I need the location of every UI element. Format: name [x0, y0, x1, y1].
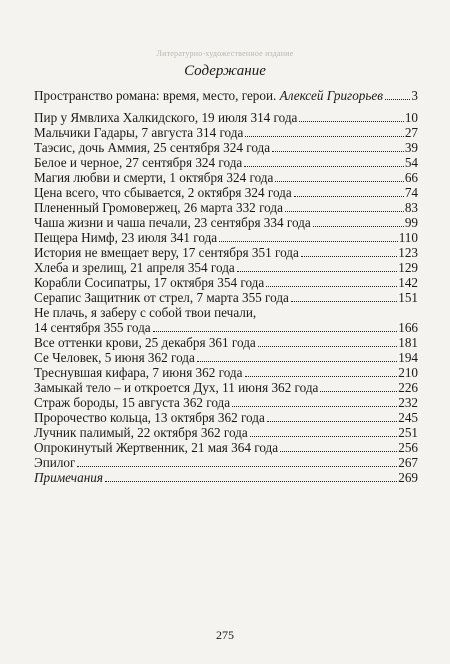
dot-leader	[245, 376, 398, 377]
toc-entry-page: 83	[404, 200, 418, 215]
dot-leader	[153, 331, 398, 332]
table-of-contents	[34, 88, 418, 485]
dot-leader	[197, 361, 397, 362]
toc-entry-page: 129	[398, 260, 418, 275]
toc-entry-page: 151	[398, 290, 418, 305]
toc-entry-label: Се Человек, 5 июня 362 года	[34, 350, 195, 365]
toc-entry	[34, 380, 418, 395]
toc-entry-label: Хлеба и зрелищ, 21 апреля 354 года	[34, 260, 235, 275]
toc-entry-label: Белое и черное, 27 сентября 324 года	[34, 155, 243, 170]
toc-entry	[34, 275, 418, 290]
dot-leader	[280, 451, 397, 452]
toc-entry	[34, 260, 418, 275]
dot-leader	[275, 181, 403, 182]
toc-entry-page: 166	[398, 320, 418, 335]
toc-entry-page: 110	[398, 230, 418, 245]
toc-entry-multiline-line2	[34, 320, 418, 335]
toc-entry	[34, 155, 418, 170]
toc-entry-page: 39	[404, 140, 418, 155]
toc-entry-page: 251	[398, 425, 418, 440]
toc-entry-label: История не вмещает веру, 17 сентября 351 года	[34, 245, 299, 260]
toc-entry-page: 181	[398, 335, 418, 350]
toc-entry	[34, 455, 418, 470]
toc-entry-label: Пространство романа: время, место, герои. Алексей Григорьев	[34, 88, 383, 103]
toc-entry-label: Цена всего, что сбывается, 2 октября 324 года	[34, 185, 292, 200]
dot-leader	[105, 481, 397, 482]
toc-entry-page: 210	[398, 365, 418, 380]
toc-entry-page: 54	[404, 155, 418, 170]
toc-title: Содержание	[184, 63, 266, 79]
toc-entry-page: 123	[398, 245, 418, 260]
toc-entry-page: 10	[404, 110, 418, 125]
toc-entry-label: Пещера Нимф, 23 июля 341 года	[34, 230, 218, 245]
toc-entry-label: Мальчики Гадары, 7 августа 314 года	[34, 125, 244, 140]
toc-entry	[34, 440, 418, 455]
toc-entry	[34, 365, 418, 380]
toc-entry-page: 194	[398, 350, 418, 365]
toc-entry	[34, 245, 418, 260]
toc-entry-page: 226	[398, 380, 418, 395]
toc-entry-page: 142	[398, 275, 418, 290]
toc-entry-label: 14 сентября 355 года	[34, 320, 151, 335]
toc-entry	[34, 290, 418, 305]
toc-entry-notes	[34, 470, 418, 485]
toc-entry-label: Треснувшая кифара, 7 июня 362 года	[34, 365, 243, 380]
toc-entry-label: Пророчество кольца, 13 октября 362 года	[34, 410, 265, 425]
toc-entry	[34, 170, 418, 185]
toc-entry	[34, 425, 418, 440]
toc-entry-intro	[34, 88, 418, 103]
toc-entries-group-1	[34, 110, 418, 305]
toc-entry	[34, 230, 418, 245]
dot-leader	[301, 256, 397, 257]
toc-entry-page: 74	[404, 185, 418, 200]
toc-entry-label: Эпилог	[34, 455, 76, 470]
toc-entry	[34, 125, 418, 140]
toc-entry-label: Корабли Сосипатры, 17 октября 354 года	[34, 275, 265, 290]
dot-leader	[219, 241, 398, 242]
toc-entry	[34, 350, 418, 365]
toc-entry-label: Лучник палимый, 22 октября 362 года	[34, 425, 248, 440]
toc-entry-page: 27	[404, 125, 418, 140]
toc-entry-label: Опрокинутый Жертвенник, 21 мая 364 года	[34, 440, 279, 455]
toc-entry-label: Таэсис, дочь Аммия, 25 сентября 324 года	[34, 140, 271, 155]
toc-entry	[34, 140, 418, 155]
toc-entry	[34, 395, 418, 410]
dot-leader	[267, 421, 397, 422]
dot-leader	[313, 226, 404, 227]
toc-entries-group-2	[34, 335, 418, 470]
dot-leader	[285, 211, 404, 212]
toc-entry-label: Примечания	[34, 470, 103, 485]
toc-entry-label: Замыкай тело – и откроется Дух, 11 июня 362 года	[34, 380, 319, 395]
toc-entry-author: Алексей Григорьев	[279, 88, 383, 103]
dot-leader	[266, 286, 397, 287]
toc-entry-label: Пир у Ямвлиха Халкидского, 19 июля 314 года	[34, 110, 298, 125]
dot-leader	[385, 99, 410, 100]
toc-entry	[34, 110, 418, 125]
toc-entry-label: Плененный Громовержец, 26 марта 332 года	[34, 200, 283, 215]
toc-entry	[34, 200, 418, 215]
toc-entry-page: 269	[398, 470, 418, 485]
dot-leader	[232, 406, 397, 407]
toc-entry	[34, 335, 418, 350]
toc-entry-label: Все оттенки крови, 25 декабря 361 года	[34, 335, 256, 350]
toc-entry-label: Чаша жизни и чаша печали, 23 сентября 334 года	[34, 215, 311, 230]
dot-leader	[77, 466, 397, 467]
toc-entry-page: 99	[404, 215, 418, 230]
toc-entry	[34, 215, 418, 230]
dot-leader	[245, 136, 403, 137]
toc-entry-label: Магия любви и смерти, 1 октября 324 года	[34, 170, 274, 185]
toc-entry-page: 267	[398, 455, 418, 470]
running-head: Литературно-художественное издание	[156, 49, 294, 58]
toc-entry-label: Не плачь, я заберу с собой твои печали,	[34, 305, 257, 320]
page-number: 275	[216, 628, 234, 642]
dot-leader	[250, 436, 397, 437]
toc-entry-page: 256	[398, 440, 418, 455]
dot-leader	[258, 346, 397, 347]
dot-leader	[299, 121, 403, 122]
toc-entry-page: 245	[398, 410, 418, 425]
toc-entry-multiline-line1	[34, 305, 418, 320]
toc-entry	[34, 410, 418, 425]
toc-entry-page: 232	[398, 395, 418, 410]
toc-entry-label: Серапис Защитник от стрел, 7 марта 355 года	[34, 290, 289, 305]
dot-leader	[291, 301, 397, 302]
toc-entry-page: 3	[411, 88, 418, 103]
dot-leader	[320, 391, 397, 392]
dot-leader	[294, 196, 404, 197]
toc-entry-label: Страж бороды, 15 августа 362 года	[34, 395, 231, 410]
dot-leader	[237, 271, 397, 272]
toc-entry	[34, 185, 418, 200]
dot-leader	[244, 166, 404, 167]
dot-leader	[272, 151, 404, 152]
toc-entry-page: 66	[404, 170, 418, 185]
